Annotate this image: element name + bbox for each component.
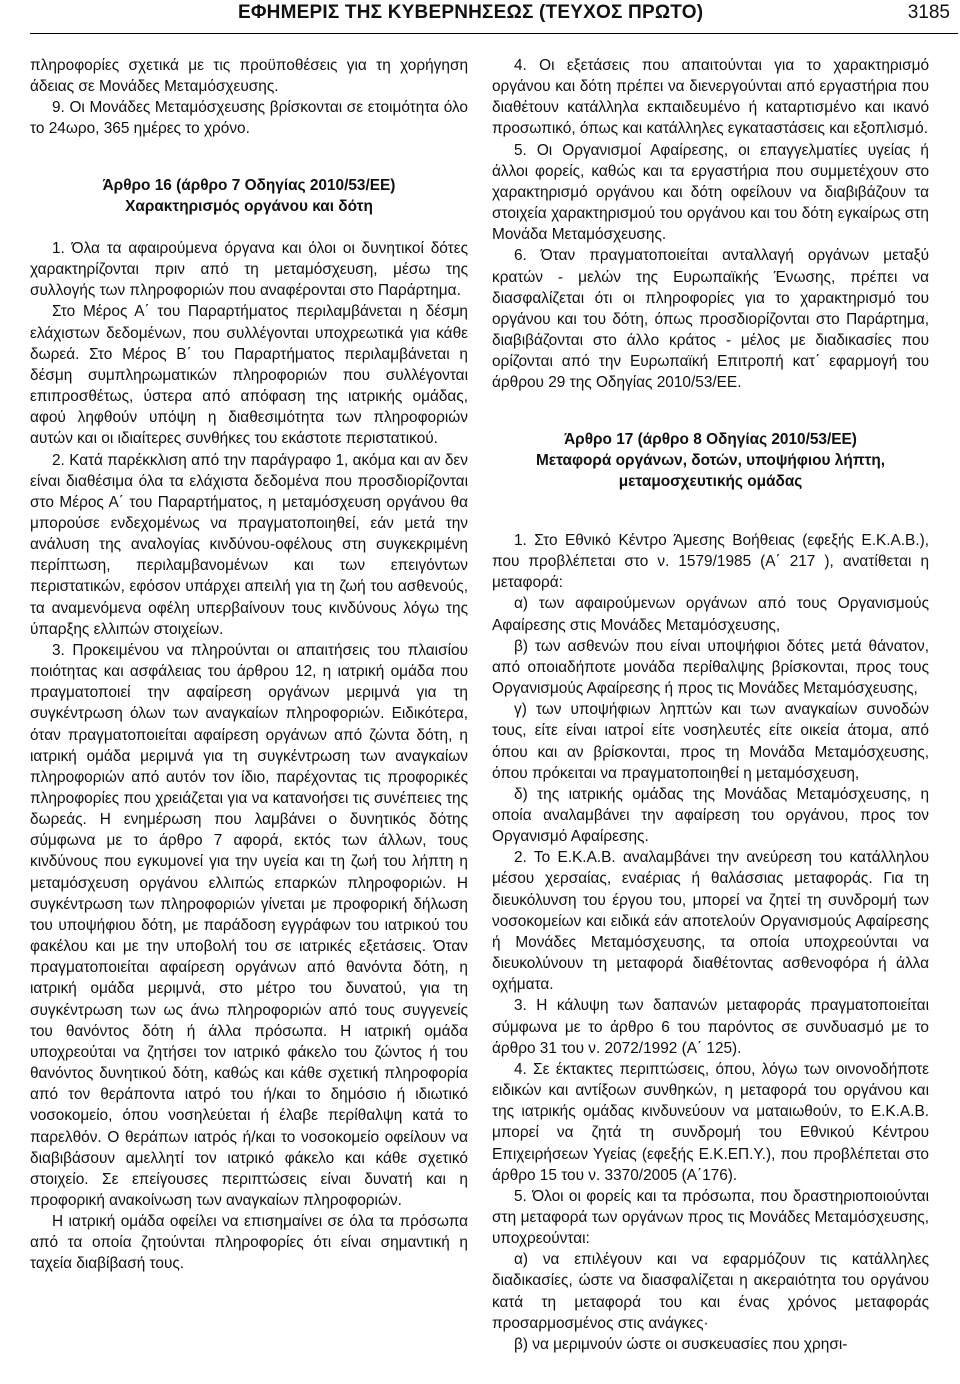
- paragraph-r1a: α) των αφαιρούμενων οργάνων από τους Οργανισμούς Αφαίρεσης στις Μονάδες Μεταμόσχευσης,: [492, 595, 929, 634]
- paragraph-r1b: β) των ασθενών που είναι υποψήφιοι δότες μετά θάνατον, από οποιαδήποτε μονάδα περίθαλψης βρίσκονται, προς τους Οργανισμούς Αφαίρεσης ή προς τις Μονάδες Μεταμόσχευσης,: [492, 637, 929, 698]
- paragraph-3: 3. Προκειμένου να πληρούνται οι απαιτήσεις του πλαισίου ποιότητας και ασφάλειας του άρθρου 12, η ιατρική ομάδα που πραγματοποιεί την αφαίρεση οργάνων μεριμνά για τη συγκέντρωση όλων των αναγκαίων πληροφοριών. Ειδικότερα, όταν πραγματοποιείται αφαίρεση οργάνων από ζώντα δότη, η ιατρική ομάδα μεριμνά για τη συγκέντρωση των αναγκαίων πληροφοριών από αυτόν τον ίδιο, παρέχοντας τις προφορικές πληροφορίες που χρειάζεται για να κατανοήσει τις συνέπειες της δωρεάς. Η ενημέρωση που λαμβάνει ο δυνητικός δότης σύμφωνα με το άρθρο 7 αφορά, εκτός των άλλων, τους κινδύνους που εγκυμονεί για την υγεία και τη ζωή του λήπτη η μεταμόσχευση οργάνου ελλιπώς επαρκών πληροφοριών. Η συγκέντρωση των πληροφοριών γίνεται με προφορική δήλωση του υποψήφιου δότη, με παράδοση εγγράφων του ιατρικού του φακέλου και με την υποβολή του σε ιατρικές εξετάσεις. Όταν πραγματοποιείται αφαίρεση οργάνων από θανόντα δότη, η ιατρική ομάδα μεριμνά, στο μέτρο του δυνατού, για τη συγκέντρωση των ως άνω πληροφοριών από τους συγγενείς του θανόντος δότη ή άλλα πρόσωπα. Η ιατρική ομάδα υποχρεούται να ζητήσει τον ιατρικό φάκελο του ζώντος ή του θανόντος δυνητικού δότη, καθώς και κάθε σχετική πληροφορία από τον θεράποντα ιατρό του ή/και το δημόσιο ή ιδιωτικό νοσοκομείο, όπου νοσηλεύεται ή έλαβε περίθαλψη κατά το παρελθόν. Ο θεράπων ιατρός ή/και το νοσοκομείο οφείλουν να διαβιβάσουν αμελλητί τον ιατρικό φάκελο και κάθε σχετικό στοιχείο. Σε επείγουσες περιπτώσεις είναι δυνατή και η προφορική ανακοίνωση των αναγκαίων πληροφοριών.: [30, 641, 468, 1209]
- paragraph-r4: 4. Σε έκτακτες περιπτώσεις, όπου, λόγω των οινονοδήποτε ειδικών και αντίξοων συνθηκών, η μεταφορά του οργάνου και της ιατρικής ομάδας κινδυνεύουν να ματαιωθούν, το Ε.Κ.Α.Β. μπορεί να ζητά τη συνδρομή του Εθνικού Κέντρου Επιχειρήσεων Υγείας (εφεξής Ε.Κ.ΕΠ.Υ.), που προβλέπεται στο άρθρο 15 του ν. 3370/2005 (Α΄176).: [492, 1060, 929, 1184]
- page-number: 3185: [907, 2, 950, 23]
- paragraph-r2: 2. Το Ε.Κ.Α.Β. αναλαμβάνει την ανεύρεση του κατάλληλου μέσου χερσαίας, εναέριας ή θαλάσσιας μεταφοράς. Για τη διευκόλυνση του έργου του, μπορεί να ζητεί τη συνδρομή των νοσοκομείων και ειδικά εάν αποτελούν Οργανισμούς Αφαίρεσης ή Μονάδες Μεταμόσχευσης, τα οποία υποχρεούνται να διευκολύνουν τη μεταφορά διαθέτοντας ασθενοφόρα ή άλλα οχήματα.: [492, 849, 929, 994]
- article-16-title: Άρθρο 16 (άρθρο 7 Οδηγίας 2010/53/ΕΕ): [102, 176, 396, 194]
- page-header: [0, 0, 960, 32]
- article-17-title: Άρθρο 17 (άρθρο 8 Οδηγίας 2010/53/ΕΕ): [564, 430, 857, 448]
- paragraph-intro: πληροφορίες σχετικά με τις προϋποθέσεις για τη χορήγηση άδειας σε Μονάδες Μεταμόσχευσης.: [30, 57, 468, 96]
- left-column: [30, 55, 468, 1275]
- paragraph-9: 9. Οι Μονάδες Μεταμόσχευσης βρίσκονται σε ετοιμότητα όλο το 24ωρο, 365 ημέρες το χρόνο.: [30, 99, 468, 138]
- paragraph-1: 1. Όλα τα αφαιρούμενα όργανα και όλοι οι δυνητικοί δότες χαρακτηρίζονται πριν από τη μεταμόσχευση, μέσω της συλλογής των πληροφοριών που αναφέρονται στο Παράρτημα.: [30, 239, 468, 300]
- paragraph-r5: 5. Όλοι οι φορείς και τα πρόσωπα, που δραστηριοποιούνται στη μεταφορά των οργάνων προς τις Μονάδες Μεταμόσχευσης, υποχρεούνται:: [492, 1187, 929, 1248]
- paragraph-r5b: β) να μεριμνούν ώστε οι συσκευασίες που χρησι-: [514, 1335, 848, 1353]
- gazette-title: ΕΦΗΜΕΡΙΣ ΤΗΣ ΚΥΒΕΡΝΗΣΕΩΣ (ΤΕΥΧΟΣ ΠΡΩΤΟ): [238, 2, 704, 23]
- paragraph-r1c: γ) των υποψήφιων ληπτών και των αναγκαίων συνοδών τους, είτε είναι ιατροί είτε νοσηλευτές είτε οικεία άτομα, από όπου και αν βρίσκονται, προς τη Μονάδα Μεταμόσχευσης, όπου πρόκειται να πραγματοποιηθεί η μεταμόσχευση,: [492, 701, 929, 782]
- paragraph-r5a: α) να επιλέγουν και να εφαρμόζουν τις κατάλληλες διαδικασίες, ώστε να διασφαλίζεται η ακεραιότητα του οργάνου κατά τη μεταφορά του και ένας χρόνος μεταφοράς προσαρμοσμένος στις ανάγκες·: [492, 1251, 929, 1332]
- article-16-subtitle: Χαρακτηρισμός οργάνου και δότη: [125, 197, 373, 215]
- paragraph-2: 2. Κατά παρέκκλιση από την παράγραφο 1, ακόμα και αν δεν είναι διαθέσιμα όλα τα ελάχιστα δεδομένα που προσδιορίζονται στο Μέρος Α΄ του Παραρτήματος, η μεταμόσχευση οργάνου θα μπορούσε ενδεχομένως να πραγματοποιηθεί, εάν μετά την ανάλυση της αναλογίας κινδύνου-οφέλους στη συγκεκριμένη περίπτωση, περιλαμβανομένων και των επειγόντων περιστατικών, εφόσον υπάρχει απειλή για τη ζωή του ασθενούς, τα αναμενόμενα οφέλη υπερβαίνουν τους κινδύνους λόγω της ύπαρξης ελλιπών στοιχείων.: [30, 451, 468, 638]
- header-divider: [30, 33, 958, 34]
- paragraph-3b: Η ιατρική ομάδα οφείλει να επισημαίνει σε όλα τα πρόσωπα από τα οποία ζητούνται πληροφορίες ότι είναι σημαντική η ταχεία διαβίβασή τους.: [30, 1213, 468, 1273]
- paragraph-part-a: Στο Μέρος Α΄ του Παραρτήματος περιλαμβάνεται η δέσμη ελάχιστων δεδομένων, που συλλέγονται υποχρεωτικά για κάθε δωρεά. Στο Μέρος Β΄ του Παραρτήματος περιλαμβάνεται η δέσμη συμπληρωματικών πληροφοριών που συλλέγονται επιπροσθέτως, ύστερα από απόφαση της ιατρικής ομάδας, αφού ληφθούν υπόψη η διαθεσιμότητα των πληροφοριών αυτών και οι ιδιαίτερες συνθήκες του εκάστοτε περιστατικού.: [30, 303, 468, 448]
- paragraph-4: 4. Οι εξετάσεις που απαιτούνται για το χαρακτηρισμό οργάνου και δότη πρέπει να διενεργούνται από εργαστήρια που διαθέτουν κατάλληλα εκπαιδευμένο ή καταρτισμένο και ικανό προσωπικό, όπως και κατάλληλες εγκαταστάσεις και εξοπλισμό.: [492, 57, 929, 138]
- paragraph-r3: 3. Η κάλυψη των δαπανών μεταφοράς πραγματοποιείται σύμφωνα με το άρθρο 6 του παρόντος σε συνδυασμό με το άρθρο 31 του ν. 2072/1992 (Α΄ 125).: [492, 997, 929, 1057]
- paragraph-5: 5. Οι Οργανισμοί Αφαίρεσης, οι επαγγελματίες υγείας ή άλλοι φορείς, καθώς και τα εργαστήρια που συμμετέχουν στο χαρακτηρισμό οργάνου και δότη οφείλουν να διαβιβάζουν τα στοιχεία χαρακτηρισμού του οργάνου και του δότη εγκαίρως στη Μονάδα Μεταμόσχευσης.: [492, 141, 929, 244]
- paragraph-6: 6. Όταν πραγματοποιείται ανταλλαγή οργάνων μεταξύ κρατών - μελών της Ευρωπαϊκής Ένωσης, πρέπει να διασφαλίζεται ότι οι πληροφορίες για το χαρακτηρισμό του οργάνου και του δότη, όπως προσδιορίζονται στο Παράρτημα, διαβιβάζονται στο άλλο κράτος - μέλος με διαδικασίες που ορίζονται από την Ευρωπαϊκή Επιτροπή κατ΄ εφαρμογή του άρθρου 29 της Οδηγίας 2010/53/ΕΕ.: [492, 247, 929, 392]
- paragraph-r1: 1. Στο Εθνικό Κέντρο Άμεσης Βοήθειας (εφεξής Ε.Κ.Α.Β.), που προβλέπεται στο ν. 1579/1985 (Α΄ 217 ), ανατίθεται η μεταφορά:: [492, 531, 929, 592]
- article-17-subtitle: Μεταφορά οργάνων, δοτών, υποψήφιου λήπτη, μεταμοσχευτικής ομάδας: [535, 451, 886, 490]
- right-column: [492, 55, 929, 1355]
- paragraph-r1d: δ) της ιατρικής ομάδας της Μονάδας Μεταμόσχευσης, η οποία αναλαμβάνει την αφαίρεση του οργάνου, προς τον Οργανισμό Αφαίρεσης.: [492, 785, 929, 846]
